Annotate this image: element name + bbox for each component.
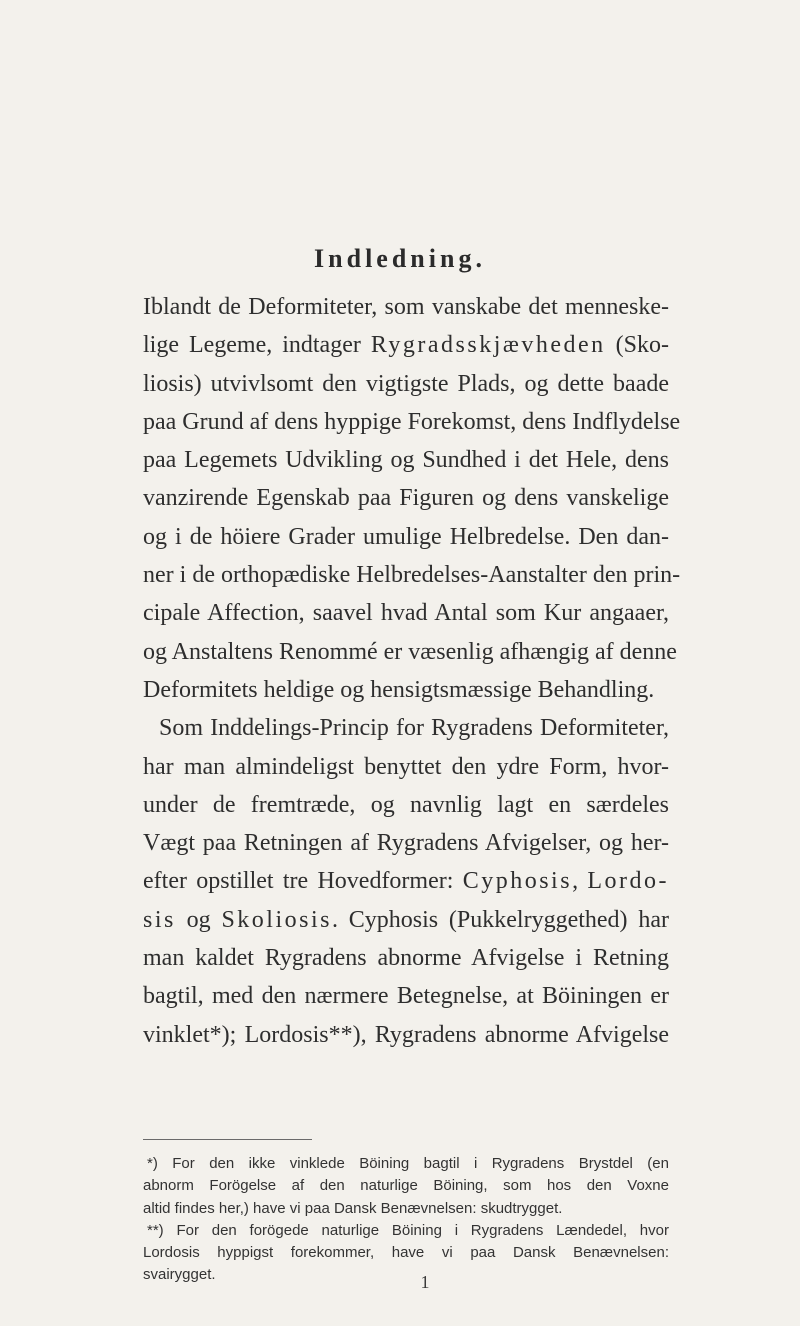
footnotes (143, 1153, 669, 1287)
paragraph-line: under de fremtræde, og navnlig lagt en særdeles (143, 791, 669, 818)
footnote-line: **) For den forögede naturlige Böining i Rygradens Lændedel, hvor (147, 1221, 669, 1239)
paragraph-line: bagtil, med den nærmere Betegnelse, at Böiningen er (143, 983, 669, 1010)
paragraph-line: ner i de orthopædiske Helbredelses-Aanstalter den prin- (143, 562, 681, 589)
paragraph-line: Iblandt de Deformiteter, som vanskabe det menneske- (143, 294, 669, 320)
main-paragraph (143, 288, 681, 1054)
footnote-divider (143, 1139, 312, 1140)
paragraph-line: sis og Skoliosis. Cyphosis (Pukkelryggethed) har (143, 906, 669, 933)
paragraph-line: paa Grund af dens hyppige Forekomst, dens Indflydelse (143, 408, 681, 435)
paragraph-line: og Anstaltens Renommé er væsenlig afhængig af denne (143, 638, 677, 665)
page-number: 1 (420, 1272, 430, 1292)
footnote-line: abnorm Forögelse af den naturlige Böining, som hos den Voxne (143, 1177, 669, 1195)
footnote-line: altid findes her,) have vi paa Dansk Benævnelsen: skudtrygget. (143, 1199, 563, 1217)
paragraph-line: cipale Affection, saavel hvad Antal som Kur angaaer, (143, 600, 669, 627)
paragraph-line: paa Legemets Udvikling og Sundhed i det Hele, dens (143, 447, 669, 474)
paragraph-line: Vægt paa Retningen af Rygradens Afvigelser, og her- (143, 830, 669, 857)
paragraph-line: man kaldet Rygradens abnorme Afvigelse i Retning (143, 945, 669, 972)
paragraph-line: Deformitets heldige og hensigtsmæssige Behandling. (143, 676, 655, 703)
paragraph-line: liosis) utvivlsomt den vigtigste Plads, og dette baade (143, 370, 669, 397)
paragraph-line: vanzirende Egenskab paa Figuren og dens vanskelige (143, 485, 669, 512)
paragraph-line: Som Inddelings-Princip for Rygradens Deformiteter, (159, 715, 669, 742)
footnote-line: svairygget. (143, 1266, 216, 1284)
paragraph-line: har man almindeligst benyttet den ydre Form, hvor- (143, 753, 669, 780)
footnote-line: Lordosis hyppigst forekommer, have vi paa Dansk Benævnelsen: (143, 1244, 669, 1262)
paragraph-line: efter opstillet tre Hovedformer: Cyphosis, Lordo- (143, 868, 670, 895)
footnote-line: *) For den ikke vinklede Böining bagtil i Rygradens Brystdel (en (147, 1155, 669, 1172)
paragraph-line: og i de höiere Grader umulige Helbredelse. Den dan- (143, 523, 669, 550)
paragraph-line: vinklet*); Lordosis**), Rygradens abnorme Afvigelse (143, 1021, 669, 1048)
paragraph-line: lige Legeme, indtager Rygradsskjævheden (Sko- (143, 332, 669, 359)
chapter-heading: Indledning. (314, 244, 486, 273)
